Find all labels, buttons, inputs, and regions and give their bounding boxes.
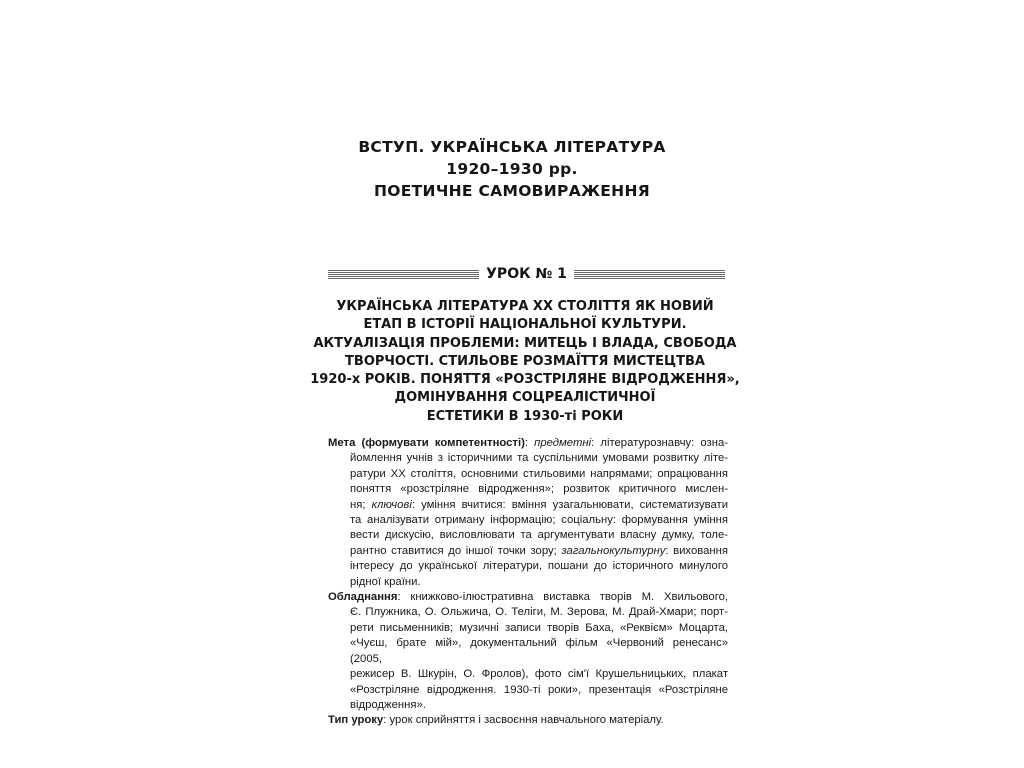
goal-line-8: рантно ставитися до іншої точки зору; загальнокультурну: виховання <box>350 544 728 557</box>
lesson-title-line-5: 1920-х РОКІВ. ПОНЯТТЯ «РОЗСТРІЛЯНЕ ВІДРОДЖЕННЯ», <box>310 372 740 388</box>
lesson-number: УРОК № 1 <box>486 266 567 282</box>
chapter-title <box>0 136 1024 202</box>
lesson-title-line-6: ДОМІНУВАННЯ СОЦРЕАЛІСТИЧНОЇ <box>394 390 656 406</box>
equipment-section <box>328 590 728 713</box>
chapter-title-line-2: 1920–1930 рр. <box>446 160 578 178</box>
chapter-title-line-3: ПОЕТИЧНЕ САМОВИРАЖЕННЯ <box>374 182 650 200</box>
equipment-line-1: Обладнання: книжково-ілюстративна виставка творів М. Хвильового, <box>328 591 728 604</box>
equipment-label: Обладнання <box>328 591 398 604</box>
goal-line-1: Мета (формувати компетентності): предметні: літературознавчу: озна- <box>328 437 728 449</box>
goal-line-5: ня; ключові: уміння вчитися: вміння узагальнювати, систематизувати <box>350 498 729 511</box>
goal-line-4: поняття «розстріляне відродження»; розвиток критичного мислен- <box>350 483 728 496</box>
goal-line-6: та аналізувати отриману інформацію; соціальну: формування уміння <box>350 514 728 527</box>
lesson-title-line-3: АКТУАЛІЗАЦІЯ ПРОБЛЕМИ: МИТЕЦЬ І ВЛАДА, СВОБОДА <box>313 335 737 351</box>
equipment-line-3: рети письменників; музичні записи творів Баха, «Реквієм» Моцарта, <box>350 621 728 634</box>
equipment-line-5: режисер В. Шкурін, О. Фролов), фото сім'ї Крушельницьких, плакат <box>350 668 728 681</box>
goal-label: Мета (формувати компетентності) <box>328 437 525 449</box>
equipment-line-4: «Чуєш, брате мій», документальний фільм «Червоний ренесанс» (2005, <box>350 637 728 665</box>
lesson-header <box>328 264 725 284</box>
chapter-title-line-1: ВСТУП. УКРАЇНСЬКА ЛІТЕРАТУРА <box>358 138 666 156</box>
goal-section <box>328 436 728 590</box>
goal-line-10: рідної країни. <box>350 575 421 588</box>
equipment-line-6: «Розстріляне відродження. 1930-ті роки», презентація «Розстріляне <box>350 683 728 696</box>
equipment-line-2: Є. Плужника, О. Ольжича, О. Теліги, М. Зерова, М. Драй-Хмари; порт- <box>350 606 728 619</box>
goal-line-9: інтересу до української літератури, пошани до історичного минулого <box>350 560 728 573</box>
lesson-type-line: Тип уроку: урок сприйняття і засвоєння навчального матеріалу. <box>328 714 664 727</box>
lesson-type-section <box>328 713 728 728</box>
lesson-meta <box>328 436 728 729</box>
lesson-title-line-4: ТВОРЧОСТІ. СТИЛЬОВЕ РОЗМАЇТТЯ МИСТЕЦТВА <box>345 353 705 369</box>
lesson-title <box>300 298 750 426</box>
lesson-title-line-7: ЕСТЕТИКИ В 1930-ті РОКИ <box>426 408 624 424</box>
decorative-rule-left <box>328 270 479 279</box>
goal-line-7: вести дискусію, висловлювати та аргументувати власну думку, толе- <box>350 529 728 542</box>
lesson-title-line-2: ЕТАП В ІСТОРІЇ НАЦІОНАЛЬНОЇ КУЛЬТУРИ. <box>363 317 687 333</box>
lesson-title-line-1: УКРАЇНСЬКА ЛІТЕРАТУРА XX СТОЛІТТЯ ЯК НОВИЙ <box>336 299 714 314</box>
equipment-line-7: відродження». <box>350 698 426 711</box>
lesson-type-label: Тип уроку <box>328 714 384 727</box>
decorative-rule-right <box>574 270 725 279</box>
goal-line-2: йомлення учнів з історичними та суспільними умовами розвитку літе- <box>350 452 728 465</box>
goal-line-3: ратури XX століття, основними стильовими напрямами; опрацювання <box>350 467 728 480</box>
